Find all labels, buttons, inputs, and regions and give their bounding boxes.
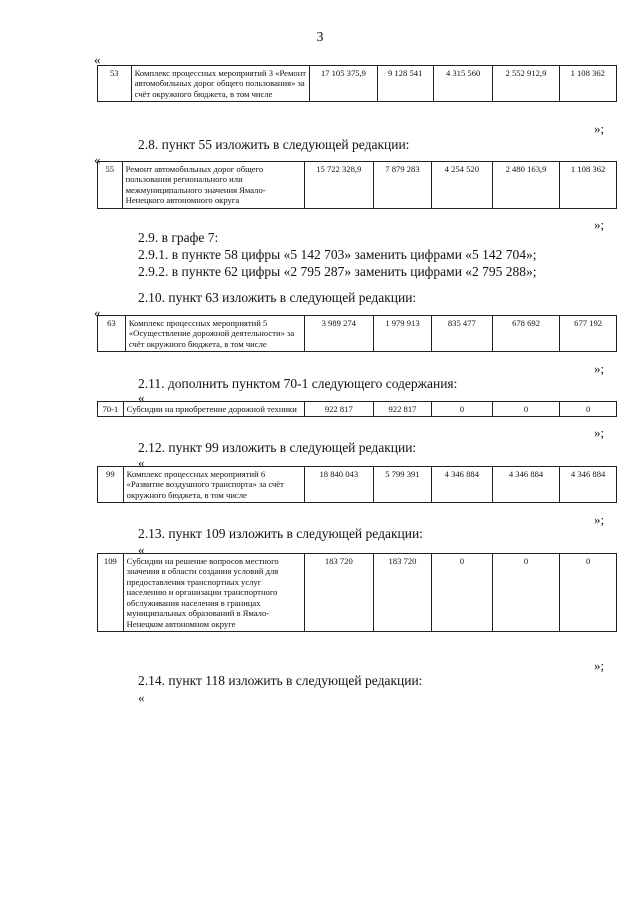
row-number: 109 (98, 554, 124, 632)
row-description: Комплекс процессных мероприятий 5 «Осуществление дорожной деятельности» за счёт окружного бюджета, в том числе (125, 316, 304, 352)
table-row (98, 467, 617, 503)
open-quote: « (138, 542, 145, 557)
value-cell: 5 799 391 (374, 467, 432, 503)
paragraph-2-12: 2.12. пункт 99 изложить в следующей редакции: (138, 440, 417, 455)
table-row (98, 316, 617, 352)
row-number: 53 (98, 66, 132, 102)
table-row (98, 554, 617, 632)
value-cell: 4 315 560 (433, 66, 493, 102)
row-description: Субсидии на решение вопросов местного значения в области создания условий для предоставления транспортных услуг населению и организации транспортного обслуживания населения в границах муниципальных образований в Ямало-Ненецком автономном округе (123, 554, 304, 632)
value-cell: 4 254 520 (431, 162, 492, 209)
paragraph-2-9-2: 2.9.2. в пункте 62 цифры «2 795 287» заменить цифрами «2 795 288»; (138, 264, 537, 279)
value-cell: 0 (560, 554, 617, 632)
value-cell: 1 108 362 (560, 162, 617, 209)
value-cell: 0 (492, 554, 559, 632)
value-cell: 1 108 362 (559, 66, 616, 102)
value-cell: 9 128 541 (377, 66, 433, 102)
table-row (98, 162, 617, 209)
close-mark: »; (594, 217, 605, 232)
row-number: 70-1 (98, 402, 124, 417)
table-item-109 (97, 553, 617, 632)
close-mark: »; (594, 425, 605, 440)
value-cell: 2 552 912,9 (493, 66, 559, 102)
open-quote: « (94, 152, 101, 167)
value-cell: 922 817 (374, 402, 432, 417)
value-cell: 4 346 884 (492, 467, 559, 503)
table-row (98, 402, 617, 417)
row-description: Субсидии на приобретение дорожной техники (123, 402, 304, 417)
paragraph-2-10: 2.10. пункт 63 изложить в следующей редакции: (138, 290, 417, 305)
paragraph-2-9: 2.9. в графе 7: (138, 230, 219, 245)
value-cell: 17 105 375,9 (310, 66, 377, 102)
paragraph-2-13: 2.13. пункт 109 изложить в следующей редакции: (138, 526, 423, 541)
value-cell: 0 (492, 402, 559, 417)
row-description: Комплекс процессных мероприятий 6 «Развитие воздушного транспорта» за счёт окружного бюджета, в том числе (123, 467, 304, 503)
page-number: 3 (316, 30, 324, 45)
value-cell: 3 989 274 (304, 316, 374, 352)
row-number: 55 (98, 162, 123, 209)
value-cell: 183 720 (304, 554, 374, 632)
open-quote: « (138, 455, 145, 470)
value-cell: 922 817 (304, 402, 374, 417)
open-quote: « (138, 690, 145, 705)
value-cell: 835 477 (431, 316, 492, 352)
value-cell: 0 (431, 402, 492, 417)
paragraph-2-9-1: 2.9.1. в пункте 58 цифры «5 142 703» заменить цифрами «5 142 704»; (138, 247, 537, 262)
close-mark: »; (594, 361, 605, 376)
open-quote: « (138, 390, 145, 405)
table-item-53 (97, 65, 617, 102)
value-cell: 4 346 884 (431, 467, 492, 503)
table-item-63 (97, 315, 617, 352)
table-row (98, 66, 617, 102)
close-mark: »; (594, 121, 605, 136)
table-item-99 (97, 466, 617, 503)
value-cell: 678 692 (492, 316, 559, 352)
close-mark: »; (594, 512, 605, 527)
value-cell: 7 879 283 (374, 162, 432, 209)
paragraph-2-14: 2.14. пункт 118 изложить в следующей редакции: (138, 673, 423, 688)
row-description: Комплекс процессных мероприятий 3 «Ремонт автомобильных дорог общего пользования» за счёт окружного бюджета, в том числе (131, 66, 310, 102)
value-cell: 2 480 163,9 (492, 162, 559, 209)
value-cell: 18 840 043 (304, 467, 374, 503)
table-item-55 (97, 161, 617, 209)
value-cell: 183 720 (374, 554, 432, 632)
open-quote: « (94, 52, 101, 67)
paragraph-2-8: 2.8. пункт 55 изложить в следующей редакции: (138, 137, 410, 152)
value-cell: 0 (560, 402, 617, 417)
value-cell: 0 (431, 554, 492, 632)
value-cell: 4 346 884 (560, 467, 617, 503)
table-item-70-1 (97, 401, 617, 417)
value-cell: 1 979 913 (374, 316, 432, 352)
row-number: 99 (98, 467, 124, 503)
paragraph-2-11: 2.11. дополнить пунктом 70-1 следующего содержания: (138, 376, 458, 391)
row-number: 63 (98, 316, 126, 352)
open-quote: « (94, 305, 101, 320)
row-description: Ремонт автомобильных дорог общего пользования регионального или межмуниципального значения Ямало-Ненецкого автономного округа (122, 162, 304, 209)
close-mark: »; (594, 658, 605, 673)
value-cell: 15 722 328,9 (304, 162, 374, 209)
value-cell: 677 192 (560, 316, 617, 352)
